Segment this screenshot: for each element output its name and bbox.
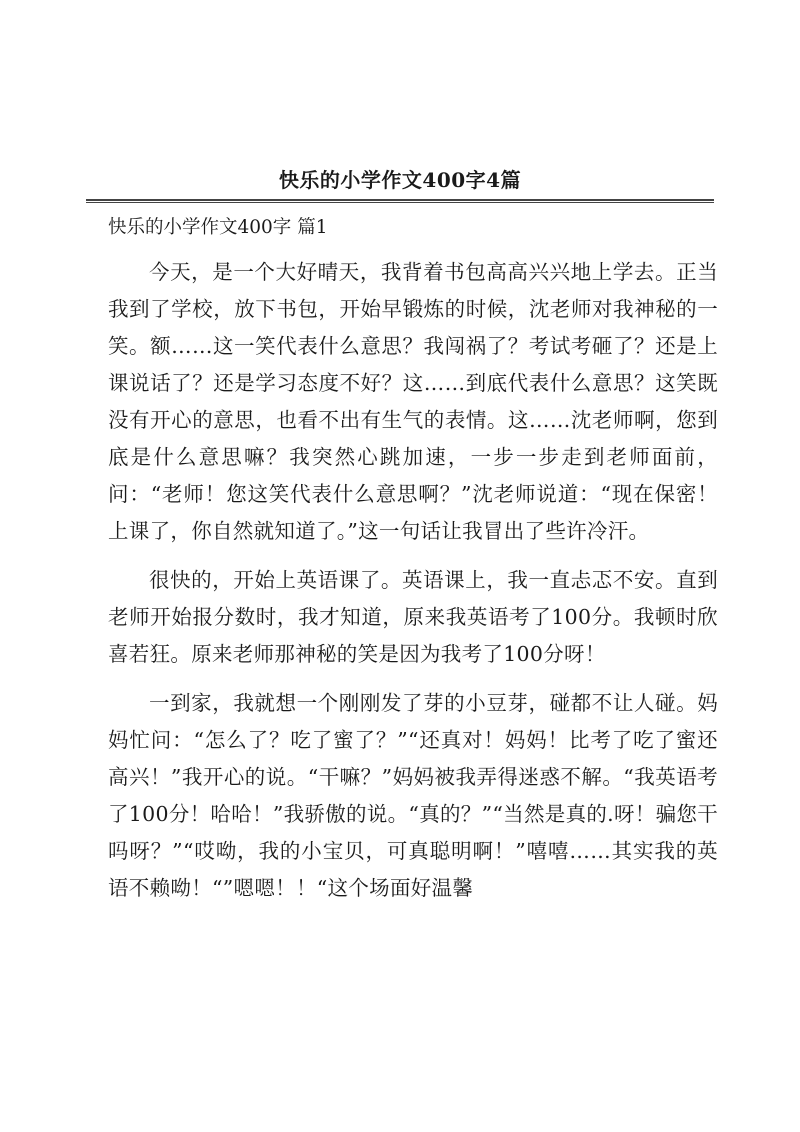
document-title: 快乐的小学作文400字4篇: [278, 168, 522, 192]
paragraph-3: 一到家，我就想一个刚刚发了芽的小豆芽，碰都不让人碰。妈妈忙问：“怎么了？吃了蜜了？”“还真对！妈妈！比考了吃了蜜还高兴！”我开心的说。“干嘛？”妈妈被我弄得迷惑不解。“我英语考了100分！哈哈！”我骄傲的说。“真的？”“当然是真的.呀！骗您干吗呀？”“哎呦，我的小宝贝，可真聪明啊！”嘻嘻……其实我的英语不赖呦！“”嗯嗯！！“这个场面好温馨: [108, 691, 718, 900]
paragraph-2: 很快的，开始上英语课了。英语课上，我一直忐忑不安。直到老师开始报分数时，我才知道，原来我英语考了100分。我顿时欣喜若狂。原来老师那神秘的笑是因为我考了100分呀！: [108, 568, 718, 666]
section-heading: 快乐的小学作文400字 篇1: [108, 217, 328, 238]
article-body: [108, 200, 718, 907]
paragraph-1: 今天，是一个大好晴天，我背着书包高高兴兴地上学去。正当我到了学校，放下书包，开始早锻炼的时候，沈老师对我神秘的一笑。额……这一笑代表什么意思？我闯祸了？考试考砸了？还是上课说话了？还是学习态度不好？这……到底代表什么意思？这笑既没有开心的意思，也看不出有生气的表情。这……沈老师啊，您到底是什么意思嘛？我突然心跳加速，一步一步走到老师面前，问：“老师！您这笑代表什么意思啊？”沈老师说道：“现在保密！上课了，你自然就知道了。”这一句话让我冒出了些许冷汗。: [108, 260, 718, 543]
